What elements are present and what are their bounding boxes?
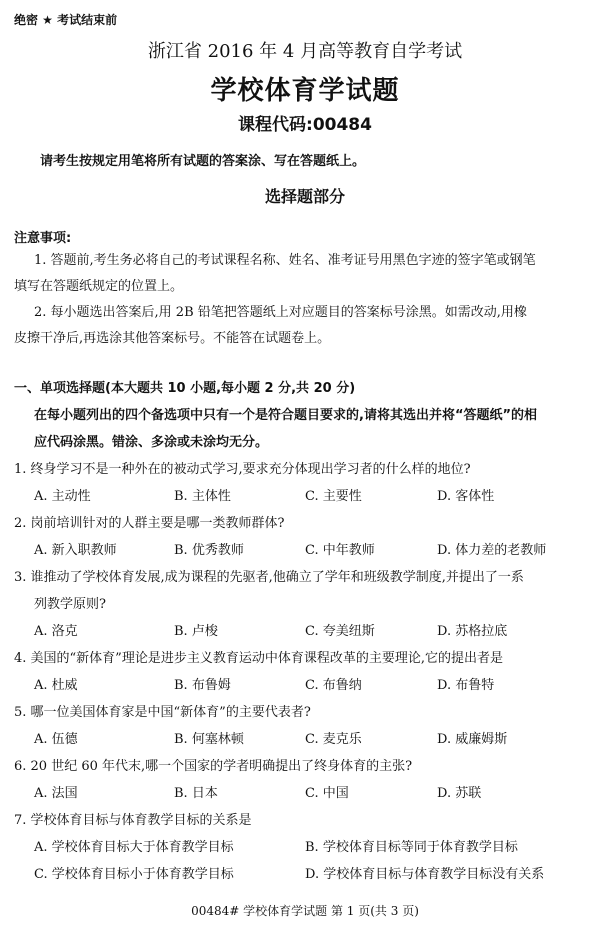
option-d: D. 客体性	[437, 489, 495, 504]
option-b: B. 学校体育目标等同于体育教学目标	[305, 840, 518, 855]
section-desc: 应代码涂黑。错涂、多涂或未涂均无分。	[34, 435, 269, 450]
confidential-mark: 绝密 ★ 考试结束前	[14, 13, 118, 27]
notes-heading: 注意事项:	[14, 231, 72, 246]
option-d: D. 学校体育目标与体育教学目标没有关系	[305, 867, 545, 882]
option-a: A. 伍德	[34, 732, 78, 747]
option-c: C. 主要性	[305, 489, 362, 504]
option-c: C. 中国	[305, 786, 349, 801]
question-stem: 7. 学校体育目标与体育教学目标的关系是	[14, 813, 252, 828]
question-stem: 4. 美国的“新体育”理论是进步主义教育运动中体育课程改革的主要理论,它的提出者是	[14, 651, 503, 666]
question-stem-cont: 列教学原则?	[34, 597, 106, 612]
exam-name: 浙江省 2016 年 4 月高等教育自学考试	[147, 41, 463, 62]
option-d: D. 苏格拉底	[437, 624, 508, 639]
option-d: D. 布鲁特	[437, 678, 495, 693]
option-c: C. 麦克乐	[305, 732, 362, 747]
course-code: 课程代码:00484	[238, 115, 372, 135]
page-footer: 00484# 学校体育学试题 第 1 页(共 3 页)	[191, 904, 419, 918]
option-d: D. 苏联	[437, 786, 482, 801]
option-c: C. 夸美纽斯	[305, 624, 375, 639]
question-stem: 6. 20 世纪 60 年代末,哪一个国家的学者明确提出了终身体育的主张?	[14, 759, 413, 774]
option-b: B. 卢梭	[174, 624, 218, 639]
option-b: B. 优秀教师	[174, 543, 244, 558]
notes-line: 皮擦干净后,再选涂其他答案标号。不能答在试题卷上。	[14, 331, 331, 346]
option-c: C. 学校体育目标小于体育教学目标	[34, 867, 234, 882]
question-stem: 2. 岗前培训针对的人群主要是哪一类教师群体?	[14, 516, 285, 531]
option-a: A. 主动性	[34, 489, 91, 504]
question-stem: 5. 哪一位美国体育家是中国“新体育”的主要代表者?	[14, 705, 311, 720]
section-desc: 在每小题列出的四个备选项中只有一个是符合题目要求的,请将其选出并将“答题纸”的相	[34, 408, 538, 423]
notes-line: 1. 答题前,考生务必将自己的考试课程名称、姓名、准考证号用黑色字迹的签字笔或钢笔	[34, 253, 536, 268]
page-title: 学校体育学试题	[210, 76, 400, 106]
option-b: B. 日本	[174, 786, 218, 801]
answer-instruction: 请考生按规定用笔将所有试题的答案涂、写在答题纸上。	[40, 154, 366, 169]
option-c: C. 中年教师	[305, 543, 375, 558]
option-c: C. 布鲁纳	[305, 678, 362, 693]
question-stem: 1. 终身学习不是一种外在的被动式学习,要求充分体现出学习者的什么样的地位?	[14, 462, 471, 477]
option-a: A. 新入职教师	[34, 543, 117, 558]
option-a: A. 杜威	[34, 678, 78, 693]
option-b: B. 何塞林顿	[174, 732, 244, 747]
option-d: D. 体力差的老教师	[437, 543, 547, 558]
option-a: A. 洛克	[34, 624, 78, 639]
option-a: A. 学校体育目标大于体育教学目标	[34, 840, 234, 855]
option-a: A. 法国	[34, 786, 78, 801]
option-d: D. 威廉姆斯	[437, 732, 508, 747]
option-b: B. 主体性	[174, 489, 231, 504]
part-title: 选择题部分	[264, 187, 345, 206]
question-stem: 3. 谁推动了学校体育发展,成为课程的先驱者,他确立了学年和班级教学制度,并提出了一系	[14, 570, 524, 585]
notes-line: 填写在答题纸规定的位置上。	[14, 279, 184, 294]
notes-line: 2. 每小题选出答案后,用 2B 铅笔把答题纸上对应题目的答案标号涂黑。如需改动,用橡	[34, 305, 527, 320]
section-heading: 一、单项选择题(本大题共 10 小题,每小题 2 分,共 20 分)	[14, 381, 356, 396]
option-b: B. 布鲁姆	[174, 678, 231, 693]
